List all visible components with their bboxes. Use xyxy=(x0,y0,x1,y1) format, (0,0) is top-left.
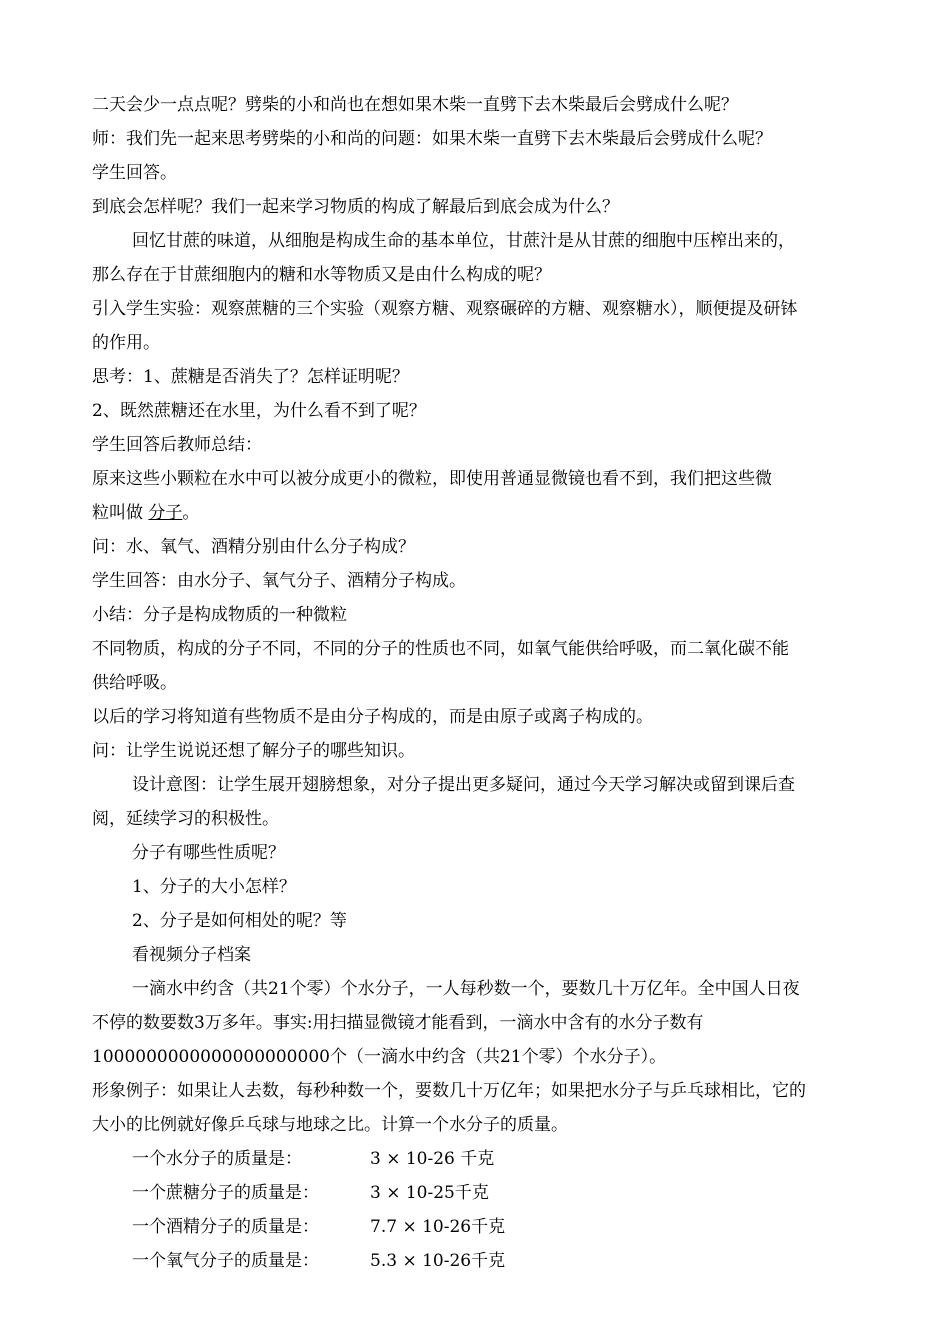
mass-value: 5.3 × 10-26千克 xyxy=(370,1251,506,1271)
text-line: 原来这些小颗粒在水中可以被分成更小的微粒，即使用普通显微镜也看不到，我们把这些微 xyxy=(92,469,772,489)
text-line: 供给呼吸。 xyxy=(92,673,177,693)
text-line: 不同物质，构成的分子不同，不同的分子的性质也不同，如氧气能供给呼吸，而二氧化碳不能 xyxy=(92,639,789,659)
mass-value: 3 × 10-25千克 xyxy=(370,1183,489,1203)
text-line: 师：我们先一起来思考劈柴的小和尚的问题：如果木柴一直劈下去木柴最后会劈成什么呢？ xyxy=(92,129,772,149)
text-line: 2、分子是如何相处的呢？等 xyxy=(132,911,347,931)
mass-row xyxy=(92,1210,862,1244)
mass-label: 一个氧气分子的质量是： xyxy=(132,1251,319,1271)
text-fragment: 粒叫做 xyxy=(92,503,149,523)
mass-label: 一个水分子的质量是： xyxy=(132,1149,302,1169)
text-line: 2、既然蔗糖还在水里，为什么看不到了呢？ xyxy=(92,401,426,421)
text-line: 到底会怎样呢？我们一起来学习物质的构成了解最后到底会成为什么？ xyxy=(92,197,619,217)
text-line: 大小的比例就好像乒乓球与地球之比。计算一个水分子的质量。 xyxy=(92,1115,568,1135)
text-line: 分子有哪些性质呢？ xyxy=(132,843,285,863)
mass-row xyxy=(92,1244,862,1278)
mass-value: 7.7 × 10-26千克 xyxy=(370,1217,506,1237)
text-line: 形象例子：如果让人去数，每秒种数一个，要数几十万亿年；如果把水分子与乒乓球相比，它的 xyxy=(92,1081,806,1101)
document-page xyxy=(92,88,862,1278)
text-line: 二天会少一点点呢？劈柴的小和尚也在想如果木柴一直劈下去木柴最后会劈成什么呢？ xyxy=(92,95,738,115)
text-line: 引入学生实验：观察蔗糖的三个实验（观察方糖、观察碾碎的方糖、观察糖水），顺便提及研钵 xyxy=(92,299,798,319)
text-line: 问：水、氧气、酒精分别由什么分子构成？ xyxy=(92,537,415,557)
text-fragment: 。 xyxy=(182,503,200,523)
text-line: 思考：1、蔗糖是否消失了？怎样证明呢？ xyxy=(92,367,409,387)
text-line: 回忆甘蔗的味道，从细胞是构成生命的基本单位，甘蔗汁是从甘蔗的细胞中压榨出来的， xyxy=(132,231,795,251)
text-line: 学生回答。 xyxy=(92,163,177,183)
text-line: 1、分子的大小怎样？ xyxy=(132,877,296,897)
mass-label: 一个酒精分子的质量是： xyxy=(132,1217,319,1237)
text-line: 阅，延续学习的积极性。 xyxy=(92,809,279,829)
text-line: 学生回答后教师总结： xyxy=(92,435,262,455)
mass-value: 3 × 10-26 千克 xyxy=(370,1149,495,1169)
text-line: 小结：分子是构成物质的一种微粒 xyxy=(92,605,347,625)
text-line: 那么存在于甘蔗细胞内的糖和水等物质又是由什么构成的呢？ xyxy=(92,265,551,285)
text-line: 以后的学习将知道有些物质不是由分子构成的，而是由原子或离子构成的。 xyxy=(92,707,653,727)
underlined-term: 分子 xyxy=(148,503,183,523)
mass-row xyxy=(92,1176,862,1210)
text-line: 设计意图：让学生展开翅膀想象，对分子提出更多疑问，通过今天学习解决或留到课后查 xyxy=(132,775,795,795)
mass-label: 一个蔗糖分子的质量是： xyxy=(132,1183,319,1203)
mass-row xyxy=(92,1142,862,1176)
text-line: 学生回答：由水分子、氧气分子、酒精分子构成。 xyxy=(92,571,466,591)
text-line xyxy=(92,496,862,530)
text-line: 不停的数要数3万多年。事实:用扫描显微镜才能看到，一滴水中含有的水分子数有 xyxy=(92,1013,704,1033)
text-line: 1000000000000000000000个（一滴水中约含（共21个零）个水分子）。 xyxy=(92,1047,667,1067)
text-line: 问：让学生说说还想了解分子的哪些知识。 xyxy=(92,741,415,761)
text-line: 一滴水中约含（共21个零）个水分子，一人每秒数一个，要数几十万亿年。全中国人日夜 xyxy=(132,979,800,999)
text-line: 的作用。 xyxy=(92,333,160,353)
text-line: 看视频分子档案 xyxy=(132,945,251,965)
